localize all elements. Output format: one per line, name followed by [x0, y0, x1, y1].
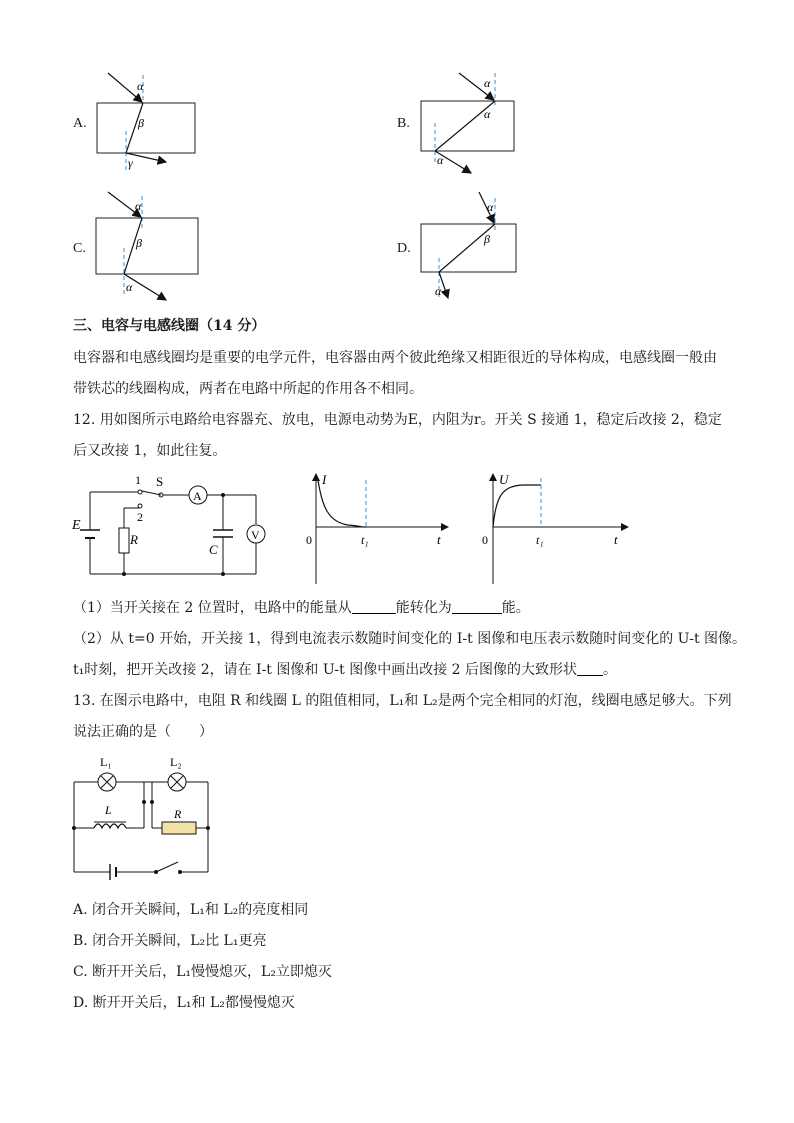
angle-label: β: [138, 116, 144, 130]
option-d-label: D.: [397, 241, 411, 256]
q13-option-a[interactable]: A. 闭合开关瞬间，L₁和 L₂的亮度相同: [73, 902, 309, 918]
it-origin: 0: [306, 533, 312, 547]
refraction-diagram-b: [415, 65, 565, 180]
it-ylabel: I: [322, 472, 327, 487]
q12-circuit-diagram: [68, 472, 278, 582]
lamp2-label: L₂: [170, 755, 182, 769]
angle-label: β: [136, 236, 142, 250]
ut-ylabel: U: [499, 472, 509, 487]
inductor-label: L: [105, 803, 112, 817]
switch-pos1-label: 1: [135, 473, 141, 487]
option-b-label: B.: [397, 116, 410, 131]
q12-sub2-line2: [73, 655, 617, 685]
q13-option-b[interactable]: B. 闭合开关瞬间，L₂比 L₁更亮: [73, 933, 267, 949]
q12-sub2-text-b: 。: [603, 662, 617, 678]
angle-label: α: [484, 107, 491, 121]
angle-label: α: [135, 199, 142, 213]
section-heading: 三、电容与电感线圈（14 分）: [73, 318, 266, 334]
refraction-diagram-d: [415, 188, 565, 308]
q12-line2: 后又改接 1，如此往复。: [73, 443, 227, 459]
ut-xlabel: t: [614, 532, 618, 547]
ammeter-label: A: [193, 489, 202, 503]
angle-label: β: [484, 232, 490, 246]
section-intro-line2: 带铁芯的线圈构成，两者在电路中所起的作用各不相同。: [73, 381, 423, 397]
angle-label: α: [484, 76, 491, 90]
q12-ut-graph: [478, 466, 638, 590]
answer-blank[interactable]: [452, 599, 502, 614]
resistor-label: R: [174, 807, 182, 821]
it-t1-label: t₁: [361, 533, 369, 547]
q12-it-graph: [298, 466, 458, 590]
angle-label: α: [126, 280, 133, 294]
q12-sub1-text-c: 能。: [501, 600, 530, 616]
q12-sub1-text-a: （1）当开关接在 2 位置时，电路中的能量从: [73, 600, 352, 616]
section-intro-line1: 电容器和电感线圈均是重要的电学元件，电容器由两个彼此绝缘又相距很近的导体构成，电感线圈一般由: [73, 350, 717, 366]
q12-line1: 12. 用如图所示电路给电容器充、放电，电源电动势为E，内阻为r。开关 S 接通 1，稳定后改接 2，稳定: [73, 412, 722, 428]
q13-line2: 说法正确的是（ ）: [73, 724, 213, 740]
angle-label: α: [137, 79, 144, 93]
option-a-label: A.: [73, 116, 87, 131]
q12-sub1-text-b: 能转化为: [395, 600, 452, 616]
angle-label: α: [487, 200, 494, 214]
refraction-diagram-a: [90, 65, 240, 180]
answer-blank[interactable]: [577, 661, 603, 676]
angle-label: α: [435, 284, 442, 298]
capacitor-label: C: [209, 542, 218, 557]
q13-option-c[interactable]: C. 断开开关后，L₁慢慢熄灭，L₂立即熄灭: [73, 964, 332, 980]
switch-label: S: [156, 474, 164, 489]
q12-sub2-text-a: t₁时刻，把开关改接 2，请在 I-t 图像和 U-t 图像中画出改接 2 后图像的大致形状: [73, 662, 577, 678]
lamp1-label: L₁: [100, 755, 112, 769]
q13-option-d[interactable]: D. 断开开关后，L₁和 L₂都慢慢熄灭: [73, 995, 295, 1011]
refraction-diagram-c: [90, 188, 240, 308]
source-label: E: [72, 518, 81, 533]
it-xlabel: t: [437, 532, 441, 547]
answer-blank[interactable]: [352, 599, 396, 614]
q13-circuit-diagram: [66, 752, 226, 880]
q12-sub1: [73, 593, 530, 623]
voltmeter-label: V: [251, 528, 260, 542]
resistor-label: R: [130, 532, 138, 547]
switch-pos2-label: 2: [137, 510, 143, 524]
q13-line1: 13. 在图示电路中，电阻 R 和线圈 L 的阻值相同，L₁和 L₂是两个完全相同的灯泡，线圈电感足够大。下列: [73, 693, 732, 709]
option-c-label: C.: [73, 241, 86, 256]
angle-label: α: [437, 153, 444, 167]
ut-origin: 0: [482, 533, 488, 547]
angle-label: γ: [128, 156, 133, 170]
ut-t1-label: t₁: [536, 533, 544, 547]
q12-sub2-line1: （2）从 t=0 开始，开关接 1，得到电流表示数随时间变化的 I-t 图像和电压表示数随时间变化的 U-t 图像。: [73, 631, 747, 647]
